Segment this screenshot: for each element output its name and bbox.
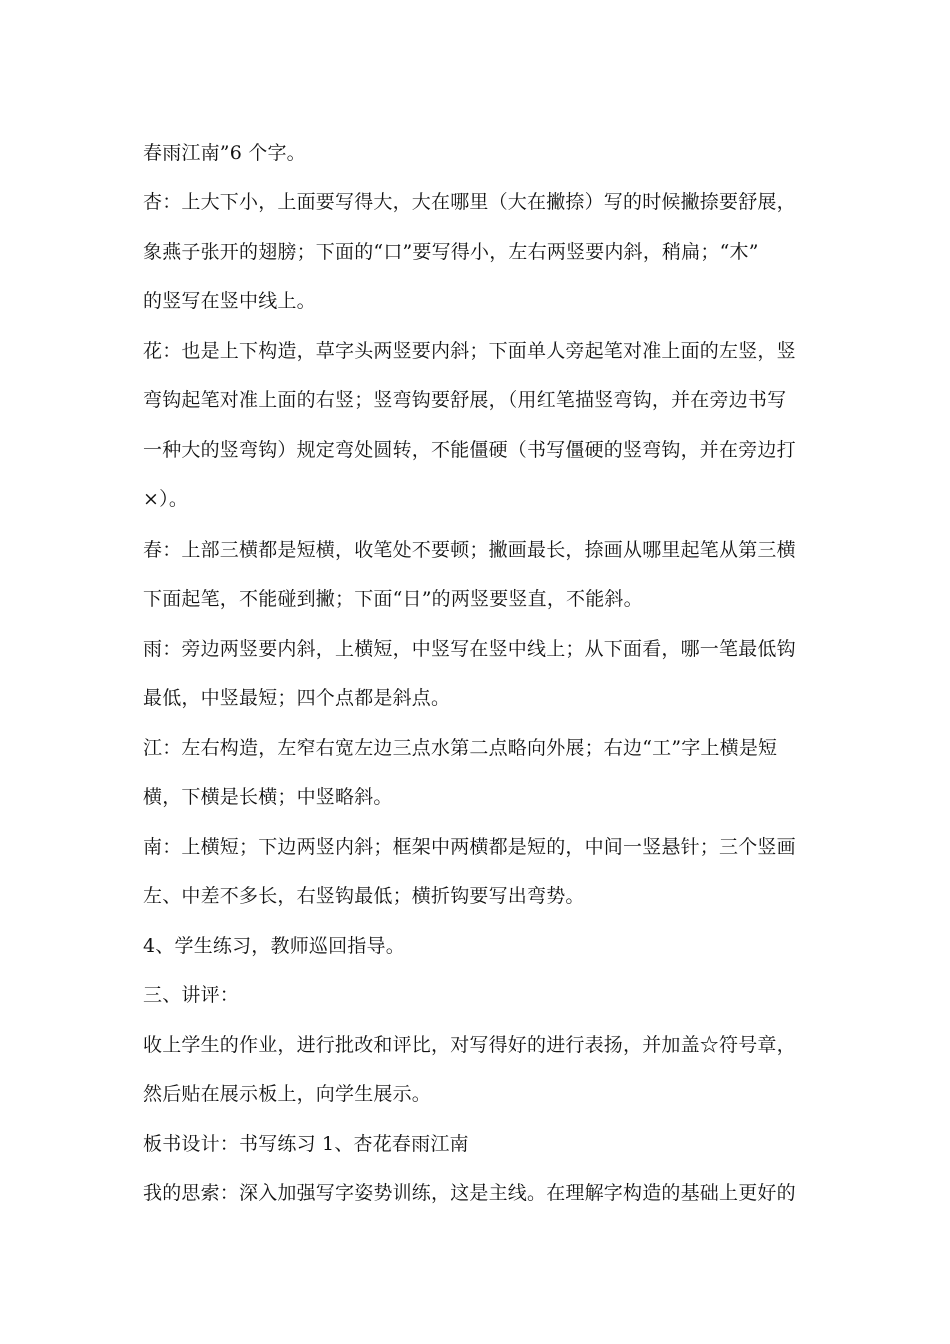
text-line: 雨：旁边两竖要内斜，上横短，中竖写在竖中线上；从下面看，哪一笔最低钩 <box>143 638 796 660</box>
text-line: 象燕子张开的翅膀；下面的“口”要写得小，左右两竖要内斜，稍扁；“木” <box>143 241 759 263</box>
text-line: 我的思索：深入加强写字姿势训练，这是主线。在理解字构造的基础上更好的 <box>143 1182 796 1204</box>
text-line: 横，下横是长横；中竖略斜。 <box>143 786 393 808</box>
text-line: 弯钩起笔对准上面的右竖；竖弯钩要舒展，（用红笔描竖弯钩，并在旁边书写 <box>143 389 787 411</box>
text-line: 一种大的竖弯钩）规定弯处圆转，不能僵硬（书写僵硬的竖弯钩，并在旁边打 <box>143 439 796 461</box>
text-line: ×）。 <box>143 488 189 510</box>
text-line: 江：左右构造，左窄右宽左边三点水第二点略向外展；右边“工”字上横是短 <box>143 737 778 759</box>
text-line: 春雨江南”6 个字。 <box>143 142 306 164</box>
text-line: 收上学生的作业，进行批改和评比，对写得好的进行表扬，并加盖☆符号章， <box>143 1034 796 1056</box>
text-line: 下面起笔，不能碰到撇；下面“日”的两竖要竖直，不能斜。 <box>143 588 643 610</box>
text-line: 左、中差不多长，右竖钩最低；横折钩要写出弯势。 <box>143 885 585 907</box>
text-line: 然后贴在展示板上，向学生展示。 <box>143 1083 432 1105</box>
text-line: 春：上部三横都是短横，收笔处不要顿；撇画最长，捺画从哪里起笔从第三横 <box>143 539 796 561</box>
section-heading: 三、讲评： <box>143 984 240 1006</box>
text-line: 4、学生练习，教师巡回指导。 <box>143 935 405 957</box>
text-line: 最低，中竖最短；四个点都是斜点。 <box>143 687 451 709</box>
text-line: 杏：上大下小，上面要写得大，大在哪里（大在撇捺）写的时候撇捺要舒展， <box>143 191 796 213</box>
text-line: 板书设计：书写练习 1、杏花春雨江南 <box>143 1133 469 1155</box>
text-line: 的竖写在竖中线上。 <box>143 290 316 312</box>
text-line: 花：也是上下构造，草字头两竖要内斜；下面单人旁起笔对准上面的左竖，竖 <box>143 340 796 362</box>
text-line: 南：上横短；下边两竖内斜；框架中两横都是短的，中间一竖悬针；三个竖画 <box>143 836 796 858</box>
